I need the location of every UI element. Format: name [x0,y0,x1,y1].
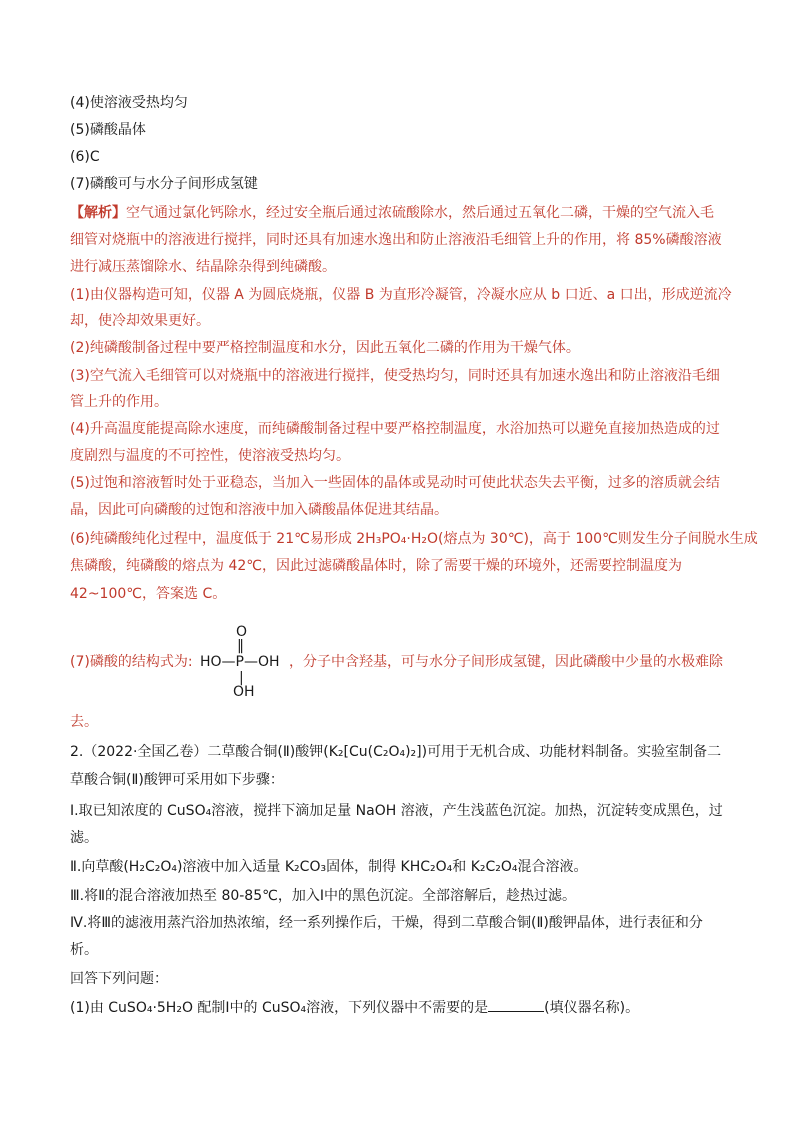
analysis-line: 管上升的作用。 [70,394,168,410]
answer-5: (5)磷酸晶体 [70,122,146,138]
formula-double-bond: ‖ [237,638,244,654]
analysis-line: 却，使冷却效果更好。 [70,313,210,329]
analysis-line: 晶，因此可向磷酸的过饱和溶液中加入磷酸晶体促进其结晶。 [70,502,448,518]
answer-4: (4)使溶液受热均匀 [70,95,188,111]
analysis-point-5: (5)过饱和溶液暂时处于亚稳态，当加入一些固体的晶体或晃动时可使此状态失去平衡，过多的溶质就会结 [70,475,720,491]
analysis-point-2: (2)纯磷酸制备过程中要严格控制温度和水分，因此五氧化二磷的作用为干燥气体。 [70,340,580,356]
question-2-step-1: Ⅰ.取已知浓度的 CuSO₄溶液，搅拌下滴加足量 NaOH 溶液，产生浅蓝色沉淀。加热，沉淀转变成黑色，过 [70,803,723,819]
analysis-point-6: (6)纯磷酸纯化过程中，温度低于 21℃易形成 2H₃PO₄·H₂O(熔点为 30℃)，高于 100℃则发生分子间脱水生成 [70,531,758,547]
question-2-prompt: 回答下列问题： [70,971,168,987]
question-2-stem: 2.（2022·全国乙卷）二草酸合铜(Ⅱ)酸钾(K₂[Cu(C₂O₄)₂])可用于无机合成、功能材料制备。实验室制备二 [70,744,722,760]
question-2-step-3: Ⅲ.将Ⅱ的混合溶液加热至 80-85℃，加入Ⅰ中的黑色沉淀。全部溶解后，趁热过滤。 [70,888,576,904]
analysis-tag: 【解析】 [70,205,126,221]
analysis-line: 度剧烈与温度的不可控性，使溶液受热均匀。 [70,448,350,464]
formula-middle-row: HO—P—OH [200,654,280,670]
answer-7: (7)磷酸可与水分子间形成氢键 [70,176,258,192]
formula-single-bond: | [239,670,244,686]
analysis-point-4: (4)升高温度能提高除水速度，而纯磷酸制备过程中要严格控制温度，水浴加热可以避免直接加热造成的过 [70,421,720,437]
analysis-point-7-suffix: ，分子中含羟基，可与水分子间形成氢键，因此磷酸中少量的水极难除 [289,654,723,670]
answer-6: (6)C [70,149,100,165]
analysis-paragraph-1: 【解析】空气通过氯化钙除水，经过安全瓶后通过浓硫酸除水，然后通过五氧化二磷，干燥的空气流入毛 [70,205,714,221]
question-2-step-4-line: 析。 [70,942,98,958]
analysis-line: 42~100℃，答案选 C。 [70,586,227,602]
question-2-stem-line: 草酸合铜(Ⅱ)酸钾可采用如下步骤： [70,772,284,788]
answer-blank [488,997,544,1012]
formula-bottom-hydroxyl: OH [233,684,255,700]
analysis-line: 去。 [70,714,98,730]
question-2-step-1-line: 滤。 [70,830,98,846]
analysis-line: 细管对烧瓶中的溶液进行搅拌，同时还具有加速水逸出和防止溶液沿毛细管上升的作用，将 85%磷酸溶液 [70,232,722,248]
question-2-subquestion-1: (1)由 CuSO₄·5H₂O 配制Ⅰ中的 CuSO₄溶液，下列仪器中不需要的是 (填仪器名称)。 [70,997,639,1018]
formula-top-oxygen: O [236,624,248,640]
phosphoric-acid-structural-formula [200,624,290,704]
question-2-step-4: Ⅳ.将Ⅲ的滤液用蒸汽浴加热浓缩，经一系列操作后，干燥，得到二草酸合铜(Ⅱ)酸钾晶体，进行表征和分 [70,915,703,931]
analysis-point-7-prefix: (7)磷酸的结构式为: [70,654,193,670]
analysis-line: 焦磷酸，纯磷酸的熔点为 42℃，因此过滤磷酸晶体时，除了需要干燥的环境外，还需要控制温度为 [70,558,682,574]
question-2-step-2: Ⅱ.向草酸(H₂C₂O₄)溶液中加入适量 K₂CO₃固体，制得 KHC₂O₄和 K₂C₂O₄混合溶液。 [70,859,588,875]
analysis-line: 进行减压蒸馏除水、结晶除杂得到纯磷酸。 [70,259,336,275]
analysis-point-1: (1)由仪器构造可知，仪器 A 为圆底烧瓶，仪器 B 为直形冷凝管，冷凝水应从 b 口近、a 口出，形成逆流冷 [70,287,732,303]
analysis-point-3: (3)空气流入毛细管可以对烧瓶中的溶液进行搅拌，使受热均匀，同时还具有加速水逸出和防止溶液沿毛细 [70,368,720,384]
